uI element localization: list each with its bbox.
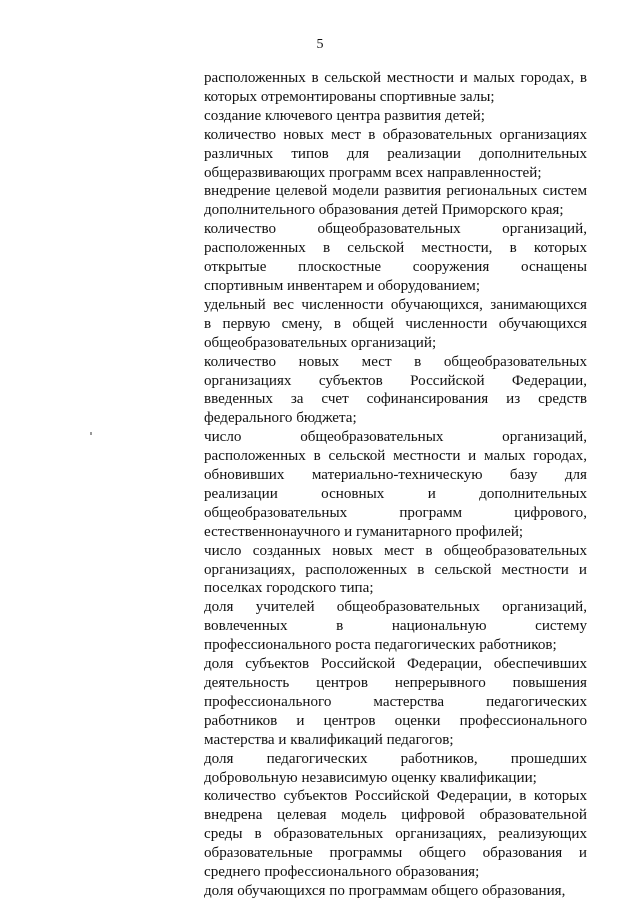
paragraph [204,296,587,353]
text-line: спортивным инвентарем и оборудованием; [204,277,481,294]
text-line: количество новых мест в образовательных организациях [204,126,587,143]
paragraph [204,353,587,429]
text-line: среды в образовательных организациях, реализующих [204,826,587,843]
text-line: вовлеченных в национальную систему [204,618,587,635]
paragraph [204,220,587,296]
text-line: удельный вес численности обучающихся, занимающихся [204,296,587,313]
text-line: количество новых мест в общеобразовательных [204,353,587,370]
text-line: деятельность центров непрерывного повышения [204,675,587,691]
scan-speck [90,432,92,435]
paragraph [204,655,587,750]
text-line: федерального бюджета; [204,410,357,427]
text-line: число общеобразовательных организаций, [204,429,587,446]
text-line: дополнительного образования детей Приморского края; [204,202,564,219]
text-line: доля учителей общеобразовательных организаций, [204,599,587,616]
text-line: общеобразовательных организаций; [204,334,437,351]
text-line: добровольную независимую оценку квалификации; [204,769,537,786]
text-line: внедрение целевой модели развития региональных систем [204,183,587,200]
paragraph [204,126,587,183]
text-line: общеразвивающих программ всех направленностей; [204,164,542,181]
paragraph [204,69,587,107]
text-line: количество общеобразовательных организаций, [204,221,587,238]
paragraph [204,542,587,599]
page-number: 5 [316,37,324,52]
text-line: образовательные программы общего образования и [204,845,587,862]
text-line: внедрена целевая модель цифровой образовательной [204,807,587,824]
text-line: организациях субъектов Российской Федерации, [204,372,587,389]
text-line: организациях, расположенных в сельской местности и [204,561,587,578]
text-line: естественнонаучного и гуманитарного профилей; [204,523,524,540]
paragraph [204,598,587,655]
text-line: количество субъектов Российской Федерации, в которых [204,788,587,805]
paragraph [204,107,587,126]
text-line: расположенных в сельской местности и малых городах, [204,448,587,465]
text-line: обновивших материально-техническую базу для [204,467,587,484]
text-line: в первую смену, в общей численности обучающихся [204,315,587,332]
text-line: введенных за счет софинансирования из средств [204,391,587,408]
text-line: профессионального роста педагогических работников; [204,637,557,654]
text-line: реализации основных и дополнительных [204,485,587,502]
text-line: которых отремонтированы спортивные залы; [204,88,495,105]
paragraph [204,882,587,901]
text-line: расположенных в сельской местности и малых городах, в [204,70,587,86]
text-line: общеобразовательных программ цифрового, [204,504,587,521]
text-line: создание ключевого центра развития детей; [204,107,485,124]
paragraph [204,750,587,788]
text-line: среднего профессионального образования; [204,864,480,881]
text-line: доля обучающихся по программам общего образования, [204,882,566,899]
document-body [204,69,587,901]
text-line: расположенных в сельской местности, в которых [204,240,587,257]
text-line: поселках городского типа; [204,580,374,597]
paragraph [204,428,587,541]
text-line: доля субъектов Российской Федерации, обеспечивших [204,656,587,673]
text-line: работников и центров оценки профессионального [204,712,587,729]
paragraph [204,787,587,882]
text-line: профессионального мастерства педагогических [204,693,587,710]
text-line: открытые плоскостные сооружения оснащены [204,259,587,276]
text-line: различных типов для реализации дополнительных [204,145,587,162]
paragraph [204,182,587,220]
text-line: мастерства и квалификаций педагогов; [204,731,454,748]
text-line: доля педагогических работников, прошедших [204,750,587,767]
text-line: число созданных новых мест в общеобразовательных [204,542,587,559]
